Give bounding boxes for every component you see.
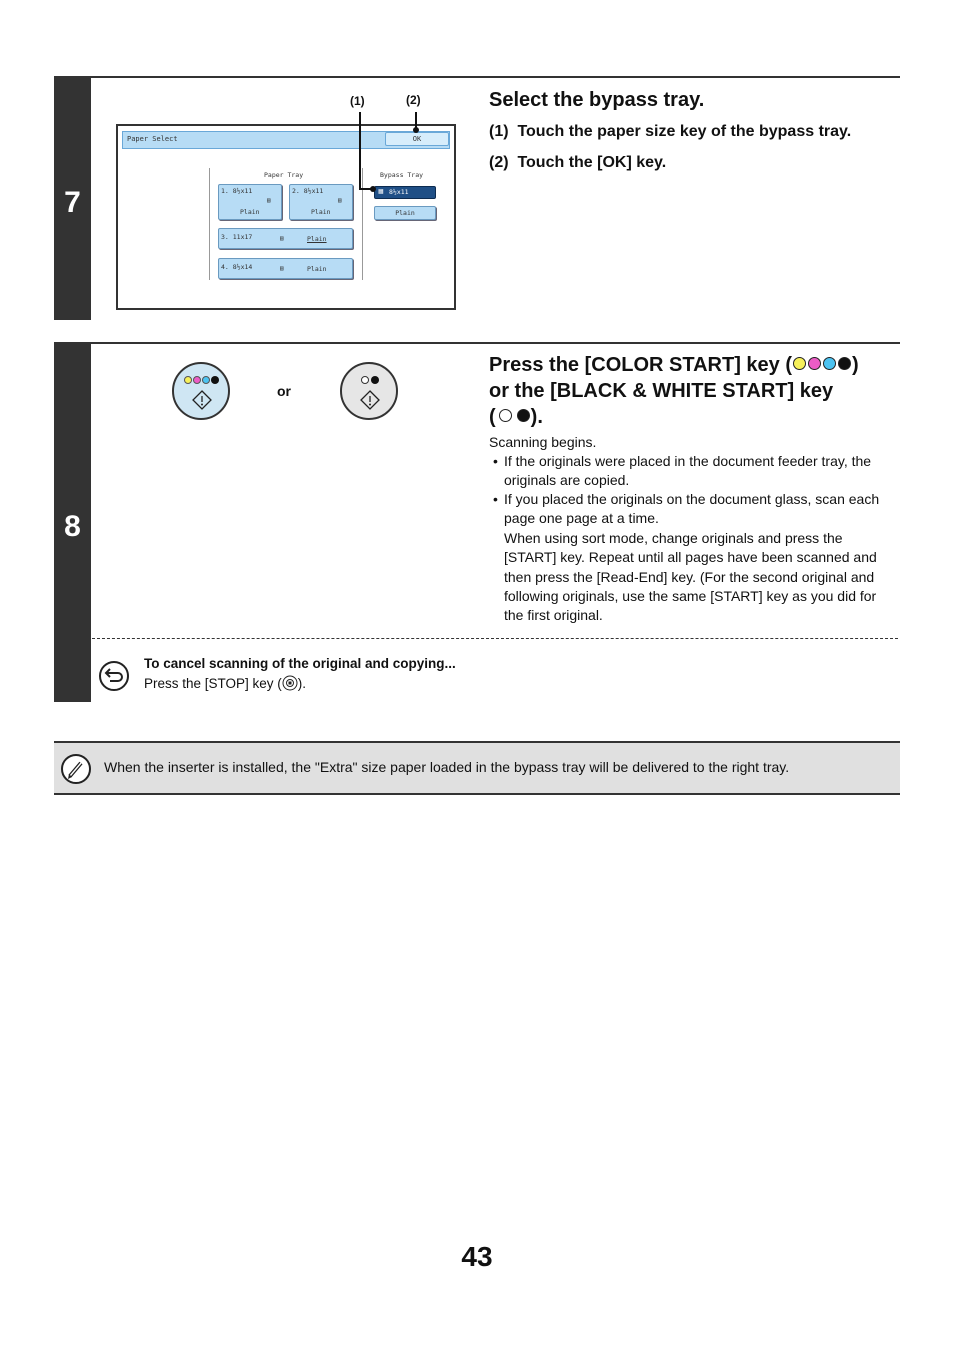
screen-title: Paper Select [127, 135, 178, 143]
black-dot-icon [838, 357, 851, 370]
tray-3-type: Plain [307, 235, 327, 243]
note-box [54, 741, 900, 795]
paper-icon: ▤ [280, 265, 284, 272]
magenta-dot-icon [193, 376, 201, 384]
black-dot-icon [211, 376, 219, 384]
step-8-heading-line-3 [489, 406, 543, 429]
bullet-1: If the originals were placed in the document feeder tray, the originals are copied. [504, 453, 872, 489]
or-label: or [277, 383, 291, 399]
tray-1-size: 1. 8½x11 [221, 187, 253, 195]
tray-3-size: 3. 11x17 [221, 233, 253, 241]
start-diamond-icon [360, 390, 380, 410]
ok-button[interactable]: OK [385, 132, 449, 146]
paper-icon: ▤ [280, 235, 284, 242]
tray-4-key[interactable] [218, 258, 353, 279]
callout-1: (1) [350, 94, 365, 108]
bypass-tray-type-key[interactable] [374, 206, 436, 220]
step-7-sub-1: (1) Touch the paper size key of the bypass tray. [489, 123, 852, 140]
black-dot-icon [371, 376, 379, 384]
bypass-type: Plain [395, 209, 415, 217]
tray-4-size: 4. 8½x14 [221, 263, 253, 271]
page-number: 43 [461, 1241, 493, 1272]
bullet-1-marker: • [493, 453, 498, 469]
step-7-number: 7 [64, 186, 81, 219]
tray-4-type: Plain [307, 265, 327, 273]
cancel-return-icon [98, 660, 130, 692]
pencil-note-icon [60, 753, 92, 785]
dashed-separator [92, 638, 898, 639]
bypass-tray-label: Bypass Tray [380, 171, 424, 179]
bypass-icon: ▦ [378, 189, 384, 195]
magenta-dot-icon [808, 357, 821, 370]
cyan-dot-icon [823, 357, 836, 370]
bypass-size: 8½x11 [389, 188, 409, 196]
step-8-top-rule [54, 342, 900, 344]
white-dot-icon [361, 376, 369, 384]
cyan-dot-icon [202, 376, 210, 384]
tray-1-type: Plain [240, 208, 260, 216]
paper-icon: ▤ [338, 197, 342, 204]
bw-start-key [340, 362, 398, 420]
tray-1-key[interactable] [218, 184, 282, 220]
cancel-text [144, 675, 306, 691]
bullet-2-detail: When using sort mode, change originals and press the [START] key. Repeat until all pages have been scanned and then press the [Read-End] key. (For the second original and following originals, use the same [START] key as you did for the first original. [504, 530, 877, 624]
paper-icon: ▤ [267, 197, 271, 204]
step-8-heading-line-2: or the [BLACK & WHITE START] key [489, 380, 834, 402]
heading-text-d: ). [530, 406, 543, 428]
cancel-title: To cancel scanning of the original and copying... [144, 656, 456, 671]
start-diamond-icon [192, 390, 212, 410]
black-dot-icon [517, 409, 530, 422]
cancel-text-b: ). [297, 676, 307, 691]
step-7-sub-2: (2) Touch the [OK] key. [489, 154, 667, 171]
heading-text-c: ( [489, 406, 496, 428]
step-8-heading-line-1 [489, 354, 859, 377]
tray-2-type: Plain [311, 208, 331, 216]
paper-tray-label: Paper Tray [264, 171, 304, 179]
callout-2: (2) [406, 93, 421, 107]
bullet-2-marker: • [493, 491, 498, 507]
cancel-text-a: Press the [STOP] key ( [144, 676, 282, 691]
step-7-heading: Select the bypass tray. [489, 89, 705, 111]
color-start-key [172, 362, 230, 420]
note-text: When the inserter is installed, the "Extra" size paper loaded in the bypass tray will be delivered to the right tray. [104, 759, 790, 775]
heading-text-b: ) [852, 354, 859, 376]
stop-key-icon [282, 675, 298, 691]
step-8-number: 8 [64, 510, 81, 543]
step-7-top-rule [54, 76, 900, 78]
tray-3-key[interactable] [218, 228, 353, 249]
yellow-dot-icon [184, 376, 192, 384]
divider-left [209, 168, 210, 280]
yellow-dot-icon [793, 357, 806, 370]
bullet-2: If you placed the originals on the document glass, scan each page one page at a time. [504, 491, 880, 527]
white-dot-icon [499, 409, 512, 422]
scanning-begins: Scanning begins. [489, 434, 597, 450]
heading-text-a: Press the [COLOR START] key ( [489, 354, 793, 376]
tray-2-size: 2. 8½x11 [292, 187, 324, 195]
